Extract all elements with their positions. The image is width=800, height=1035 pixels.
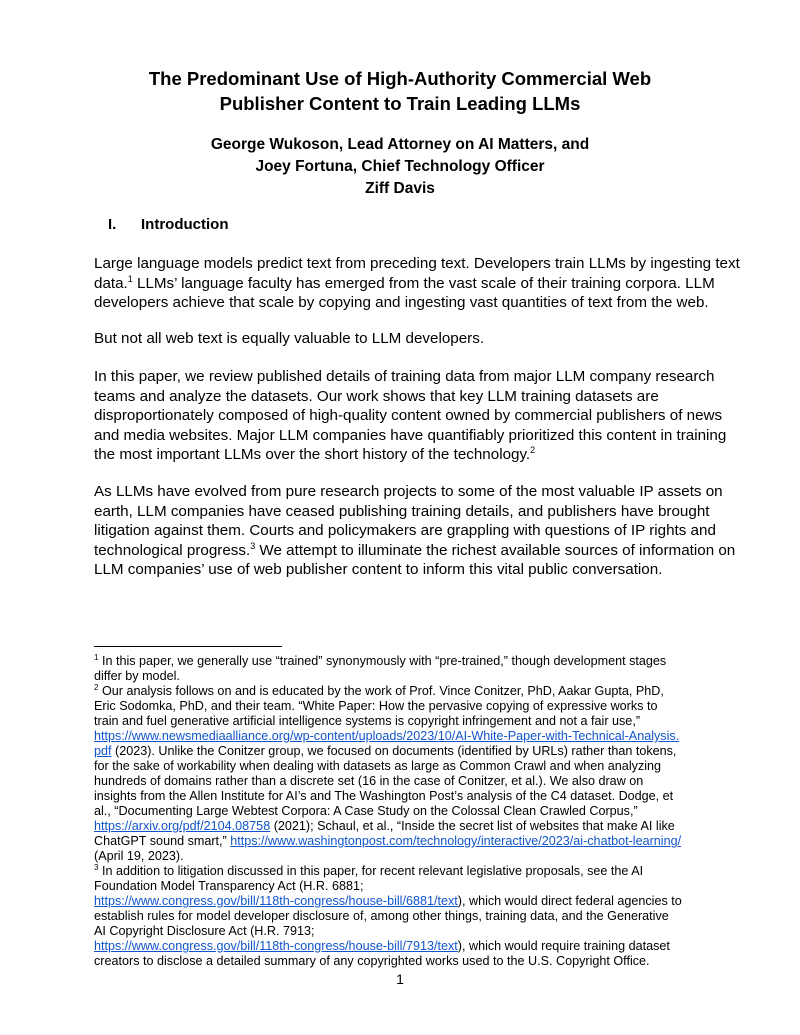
footnote-1 (94, 654, 714, 684)
newsmediaalliance-link[interactable]: https://www.newsmediaalliance.org/wp-content/uploads/2023/10/AI-White-Paper-with-Technical-Analysis. (94, 729, 680, 743)
text-span: the most important LLMs over the short history of the technology. (94, 446, 531, 463)
footnote-ref-2[interactable]: 2 (530, 445, 536, 455)
footnote-line (94, 864, 714, 879)
footnote-line: insights from the Allen Institute for AI’s and The Washington Post’s analysis of the C4 dataset. Dodge, et (94, 789, 674, 803)
author-line-2: Joey Fortuna, Chief Technology Officer (255, 158, 545, 175)
text-line (94, 445, 714, 465)
paragraph-1 (94, 254, 740, 313)
text-span: data. (94, 274, 128, 292)
text-span: technological progress. (94, 541, 251, 559)
footnote-line: differ by model. (94, 669, 180, 683)
footnote-line (94, 819, 714, 834)
footnote-line: train and fuel generative artificial intelligence systems is copyright infringement and not a fair use,” (94, 714, 641, 728)
text-line: earth, LLM companies have ceased publishing training details, and publishers have brought (94, 502, 710, 520)
author-line-1: George Wukoson, Lead Attorney on AI Matters, and (210, 136, 590, 153)
text-line: and media websites. Major LLM companies have quantifiably prioritized this content in training (94, 426, 727, 444)
newsmediaalliance-link-cont[interactable]: pdf (94, 744, 112, 758)
footnote-line (94, 939, 714, 954)
footnote-mark: 1 (94, 653, 99, 662)
footnote-2 (94, 684, 714, 864)
paper-title (0, 66, 800, 116)
text-span: (2023). Unlike the Conitzer group, we focused on documents (identified by URLs) rather than tokens, (111, 744, 677, 758)
footnote-ref-3[interactable]: 3 (250, 540, 256, 551)
text-line: teams and analyze the datasets. Our work shows that key LLM training datasets are (94, 387, 659, 405)
text-line: Large language models predict text from preceding text. Developers train LLMs by ingesting text (94, 255, 740, 272)
footnote-line: al., “Documenting Large Webtest Corpora: A Case Study on the Colossal Clean Crawled Corpus,” (94, 804, 638, 818)
footnote-line (94, 894, 714, 909)
text-span: Our analysis follows on and is educated by the work of Prof. Vince Conitzer, PhD, Aakar Gupta, PhD, (98, 684, 664, 698)
text-line (94, 274, 714, 294)
footnote-mark: 2 (94, 683, 99, 692)
congress-hr7913-link[interactable]: https://www.congress.gov/bill/118th-congress/house-bill/7913/text (94, 939, 458, 953)
section-number: I. (108, 216, 117, 233)
text-line: disproportionately composed of high-quality content owned by commercial publishers of news (94, 407, 723, 424)
footnote-line: creators to disclose a detailed summary of any copyrighted works used to the U.S. Copyright Office. (94, 954, 650, 968)
footnote-line: Foundation Model Transparency Act (H.R. 6881; (94, 879, 364, 893)
footnote-line: hundreds of domains rather than a discrete set (16 in the case of Conitzer, et al.). We also draw on (94, 774, 644, 788)
text-line: litigation against them. Courts and policymakers are grappling with questions of IP rights and (94, 522, 716, 539)
footnote-ref-1[interactable]: 1 (127, 273, 133, 284)
footnote-line (94, 834, 714, 849)
footnote-line (94, 744, 714, 759)
page-number: 1 (396, 971, 404, 987)
footnote-line: establish rules for model developer disclosure of, among other things, training data, and the Generative (94, 909, 669, 923)
title-line-2: Publisher Content to Train Leading LLMs (219, 93, 581, 114)
text-span: ChatGPT sound smart,” (94, 834, 231, 848)
text-span: We attempt to illuminate the richest available sources of information on (255, 541, 736, 559)
text-span: In this paper, we generally use “trained” synonymously with “pre-trained,” though development stages (98, 654, 667, 668)
text-line: developers achieve that scale by copying and ingesting vast quantities of text from the web. (94, 294, 709, 311)
footnote-line: AI Copyright Disclosure Act (H.R. 7913; (94, 924, 315, 938)
paragraph-3 (94, 367, 727, 465)
text-line (94, 540, 736, 561)
footnote-line: for the sake of workability when dealing with datasets as large as Common Crawl and when analyzing (94, 759, 662, 773)
footnote-3 (94, 864, 714, 969)
text-span: LLMs’ language faculty has emerged from the vast scale of their training corpora. LLM (132, 274, 715, 292)
section-title: Introduction (141, 216, 229, 233)
text-span: In addition to litigation discussed in this paper, for recent relevant legislative proposals, see the AI (98, 864, 644, 878)
footnote-line: (April 19, 2023). (94, 849, 184, 863)
text-span: ), which would direct federal agencies to (457, 894, 682, 908)
footnote-mark: 3 (94, 863, 99, 872)
paragraph-4 (94, 482, 736, 580)
title-line-1: The Predominant Use of High-Authority Commercial Web (148, 68, 652, 89)
footnote-line (94, 684, 714, 699)
congress-hr6881-link[interactable]: https://www.congress.gov/bill/118th-congress/house-bill/6881/text (94, 894, 458, 908)
footnote-line (94, 729, 714, 744)
author-block (0, 134, 800, 200)
text-line: But not all web text is equally valuable to LLM developers. (94, 330, 485, 347)
footnote-line (94, 654, 714, 669)
footnote-divider (94, 646, 282, 647)
text-span: (2021); Schaul, et al., “Inside the secret list of websites that make AI like (270, 819, 675, 833)
paragraph-2 (94, 329, 714, 349)
text-line: LLM companies’ use of web publisher content to inform this vital public conversation. (94, 561, 663, 578)
affiliation: Ziff Davis (365, 180, 435, 197)
footnote-line: Eric Sodomka, PhD, and their team. “White Paper: How the pervasive copying of expressive works to (94, 699, 658, 713)
text-span: ), which would require training dataset (457, 939, 670, 953)
section-heading (108, 215, 228, 235)
washingtonpost-link[interactable]: https://www.washingtonpost.com/technology/interactive/2023/ai-chatbot-learning/ (230, 834, 682, 848)
text-line: As LLMs have evolved from pure research projects to some of the most valuable IP assets on (94, 483, 723, 500)
text-line: In this paper, we review published details of training data from major LLM company research (94, 368, 715, 385)
arxiv-link[interactable]: https://arxiv.org/pdf/2104.08758 (94, 819, 271, 833)
